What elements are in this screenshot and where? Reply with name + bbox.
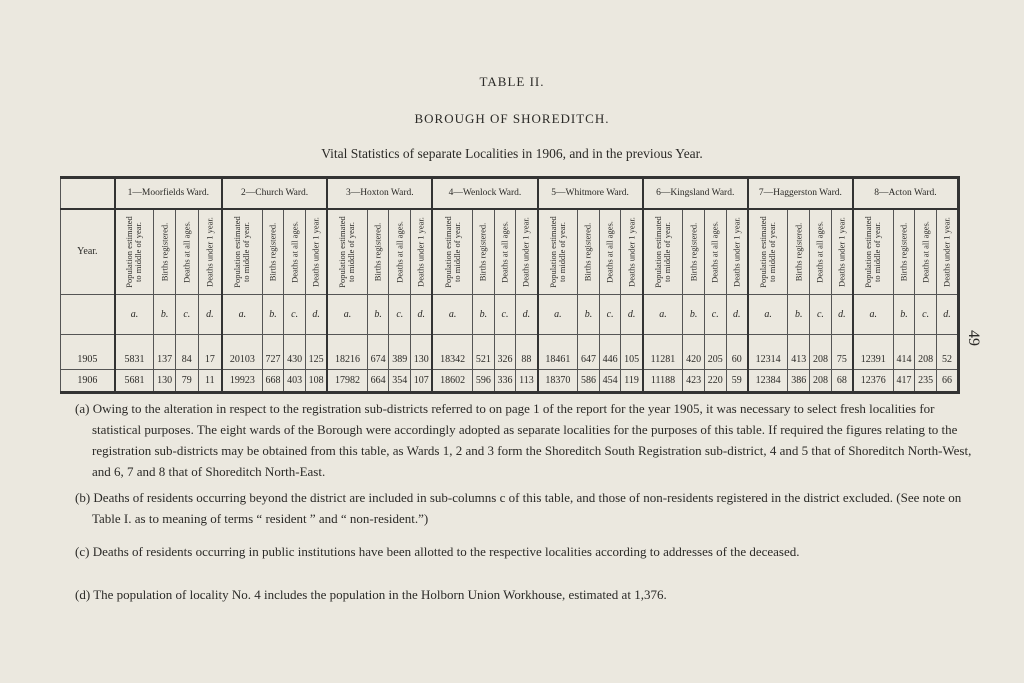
value-cell: 413 — [788, 334, 810, 370]
table-row — [61, 370, 959, 393]
column-header-text: Deaths under 1 year. — [415, 216, 426, 287]
value-cell: 18461 — [538, 334, 578, 370]
value-cell: 18602 — [432, 370, 472, 393]
corner-cell — [61, 178, 115, 209]
footnote-a-text: Owing to the alteration in respect to the registration sub-districts referred to on page 1 of the report for the year 1905, it was necessary to select fresh localities for statistical purposes. The eight wards of the Borough were accordingly adopted as separate localities for the purposes of this table. If required the figures relating to the registration sub-districts may be obtained from this table, as Wards 1, 2 and 3 form the Shoreditch South Registration sub-district, 4 and 5 that of Shoreditch North-West, and 6, 7 and 8 that of Shoreditch North-East. — [92, 401, 972, 479]
column-header-wrap — [937, 211, 957, 293]
footnote-d-text: The population of locality No. 4 includes the population in the Holborn Union Workhouse, estimated at 1,376. — [93, 587, 667, 602]
value-cell: 208 — [915, 334, 937, 370]
column-header-wrap — [539, 211, 578, 293]
column-header — [538, 209, 578, 294]
column-header-wrap — [473, 211, 494, 293]
column-header — [936, 209, 958, 294]
column-header — [643, 209, 683, 294]
column-header-wrap — [578, 211, 599, 293]
value-cell: 354 — [389, 370, 411, 393]
column-header-text: Births registered. — [793, 222, 804, 281]
value-cell: 389 — [389, 334, 411, 370]
column-header-wrap — [223, 211, 262, 293]
table-row — [61, 334, 959, 370]
column-header-wrap — [832, 211, 852, 293]
value-cell: 11281 — [643, 334, 683, 370]
column-header-wrap — [176, 211, 198, 293]
value-cell: 137 — [154, 334, 176, 370]
column-header-text: Births registered. — [477, 222, 488, 281]
blank-cell — [61, 294, 115, 334]
column-header-wrap — [810, 211, 831, 293]
column-header — [222, 209, 262, 294]
value-cell: 52 — [936, 334, 958, 370]
borough-title: BOROUGH OF SHOREDITCH. — [414, 111, 610, 126]
column-header-wrap — [516, 211, 536, 293]
column-letter: a. — [748, 294, 788, 334]
column-header — [788, 209, 810, 294]
column-letter: c. — [175, 294, 198, 334]
column-letter: a. — [643, 294, 683, 334]
value-cell: 17 — [198, 334, 222, 370]
column-header-wrap — [199, 211, 221, 293]
column-header-wrap — [854, 211, 893, 293]
column-header-wrap — [284, 211, 305, 293]
ward-header: 6—Kingsland Ward. — [643, 178, 748, 209]
footnote-a-label: (a) — [75, 401, 90, 416]
column-letter: b. — [893, 294, 915, 334]
ward-header: 2—Church Ward. — [222, 178, 327, 209]
column-header — [683, 209, 705, 294]
table-caption: Vital Statistics of separate Localities in 1906, and in the previous Year. — [321, 146, 703, 161]
column-header-text: Births registered. — [898, 222, 909, 281]
column-header-wrap — [328, 211, 367, 293]
value-cell: 66 — [936, 370, 958, 393]
ward-header: 8—Acton Ward. — [853, 178, 959, 209]
column-letter: b. — [472, 294, 494, 334]
value-cell: 326 — [494, 334, 516, 370]
footnote-d — [75, 584, 978, 605]
value-cell: 336 — [494, 370, 516, 393]
column-header — [810, 209, 832, 294]
column-header-text: Population estimated to middle of year. — [758, 215, 778, 288]
column-header-wrap — [306, 211, 326, 293]
column-header — [367, 209, 389, 294]
column-header-text: Deaths at all ages. — [920, 220, 931, 283]
column-letter: d. — [411, 294, 433, 334]
value-cell: 5831 — [115, 334, 154, 370]
column-header-wrap — [116, 211, 154, 293]
column-letter: a. — [538, 294, 578, 334]
value-cell: 18216 — [327, 334, 367, 370]
column-header — [305, 209, 327, 294]
page-number: 49 — [965, 330, 982, 346]
footnote-c-label: (c) — [75, 544, 90, 559]
column-header-text: Deaths at all ages. — [604, 220, 615, 283]
value-cell: 386 — [788, 370, 810, 393]
column-letter: a. — [432, 294, 472, 334]
value-cell: 18370 — [538, 370, 578, 393]
column-letter: c. — [810, 294, 832, 334]
column-header-text: Births registered. — [159, 222, 170, 281]
column-header-text: Population estimated to middle of year. — [547, 215, 567, 288]
column-header — [327, 209, 367, 294]
vital-statistics-table — [60, 176, 960, 394]
column-header-text: Deaths under 1 year. — [836, 216, 847, 287]
value-cell: 414 — [893, 334, 915, 370]
column-header-text: Deaths at all ages. — [394, 220, 405, 283]
value-cell: 11 — [198, 370, 222, 393]
value-cell: 59 — [726, 370, 748, 393]
column-letter: a. — [115, 294, 154, 334]
ward-header: 1—Moorfields Ward. — [115, 178, 222, 209]
column-header-wrap — [389, 211, 410, 293]
column-header-wrap — [621, 211, 641, 293]
ward-header: 5—Whitmore Ward. — [538, 178, 643, 209]
column-letter: b. — [262, 294, 284, 334]
column-header-text: Deaths at all ages. — [709, 220, 720, 283]
column-header-row — [61, 209, 959, 294]
column-letter: d. — [936, 294, 958, 334]
column-header-wrap — [411, 211, 431, 293]
column-header-text: Deaths under 1 year. — [941, 216, 952, 287]
column-header — [472, 209, 494, 294]
footnote-c-text: Deaths of residents occurring in public institutions have been allotted to the respective localities according to addresses of the deceased. — [92, 544, 800, 559]
value-cell: 446 — [599, 334, 621, 370]
footnote-d-label: (d) — [75, 587, 91, 602]
column-header-text: Population estimated to middle of year. — [863, 215, 883, 288]
year-header: Year. — [61, 209, 115, 294]
column-header-text: Deaths at all ages. — [181, 220, 192, 283]
column-header — [198, 209, 222, 294]
letters-row — [61, 294, 959, 334]
footnote-a — [75, 398, 978, 482]
year-cell: 1906 — [61, 370, 115, 393]
value-cell: 75 — [831, 334, 853, 370]
column-header-wrap — [600, 211, 621, 293]
value-cell: 84 — [175, 334, 198, 370]
value-cell: 105 — [621, 334, 643, 370]
value-cell: 19923 — [222, 370, 262, 393]
ward-header: 3—Hoxton Ward. — [327, 178, 432, 209]
column-header — [284, 209, 306, 294]
value-cell: 208 — [810, 370, 832, 393]
column-header-wrap — [644, 211, 683, 293]
value-cell: 125 — [305, 334, 327, 370]
column-header-text: Deaths at all ages. — [499, 220, 510, 283]
value-cell: 674 — [367, 334, 389, 370]
value-cell: 208 — [810, 334, 832, 370]
value-cell: 107 — [411, 370, 433, 393]
value-cell: 586 — [578, 370, 600, 393]
column-header-wrap — [495, 211, 516, 293]
value-cell: 113 — [516, 370, 538, 393]
column-header-text: Births registered. — [688, 222, 699, 281]
value-cell: 68 — [831, 370, 853, 393]
value-cell: 88 — [516, 334, 538, 370]
column-header-text: Deaths under 1 year. — [626, 216, 637, 287]
column-header — [494, 209, 516, 294]
ward-header: 7—Haggerston Ward. — [748, 178, 853, 209]
column-header — [432, 209, 472, 294]
column-letter: a. — [853, 294, 893, 334]
column-header-wrap — [749, 211, 788, 293]
column-header — [893, 209, 915, 294]
column-header — [704, 209, 726, 294]
value-cell: 12314 — [748, 334, 788, 370]
value-cell: 60 — [726, 334, 748, 370]
value-cell: 454 — [599, 370, 621, 393]
column-letter: c. — [284, 294, 306, 334]
value-cell: 12376 — [853, 370, 893, 393]
value-cell: 403 — [284, 370, 306, 393]
value-cell: 423 — [683, 370, 705, 393]
column-letter: b. — [367, 294, 389, 334]
column-header-text: Births registered. — [267, 222, 278, 281]
value-cell: 596 — [472, 370, 494, 393]
value-cell: 108 — [305, 370, 327, 393]
ward-header-row — [61, 178, 959, 209]
value-cell: 521 — [472, 334, 494, 370]
footnote-b-text: Deaths of residents occurring beyond the district are included in sub-columns c of this table, and those of non-residents registered in the district excluded. (See note on Table I. as to meaning of terms “ resident ” and “ non-resident.”) — [92, 490, 962, 526]
column-header-wrap — [683, 211, 704, 293]
column-header-wrap — [894, 211, 915, 293]
column-letter: c. — [494, 294, 516, 334]
value-cell: 12384 — [748, 370, 788, 393]
value-cell: 205 — [704, 334, 726, 370]
value-cell: 130 — [411, 334, 433, 370]
column-letter: d. — [305, 294, 327, 334]
column-letter: c. — [389, 294, 411, 334]
column-letter: d. — [831, 294, 853, 334]
value-cell: 20103 — [222, 334, 262, 370]
value-cell: 130 — [154, 370, 176, 393]
table-label: TABLE II. — [479, 74, 545, 89]
value-cell: 220 — [704, 370, 726, 393]
column-letter: d. — [621, 294, 643, 334]
column-letter: d. — [516, 294, 538, 334]
ward-header: 4—Wenlock Ward. — [432, 178, 537, 209]
value-cell: 79 — [175, 370, 198, 393]
column-letter: b. — [683, 294, 705, 334]
column-header — [262, 209, 284, 294]
column-letter: c. — [704, 294, 726, 334]
value-cell: 5681 — [115, 370, 154, 393]
value-cell: 11188 — [643, 370, 683, 393]
year-cell: 1905 — [61, 334, 115, 370]
column-letter: b. — [578, 294, 600, 334]
column-letter: d. — [198, 294, 222, 334]
column-header-text: Population estimated to middle of year. — [232, 215, 252, 288]
value-cell: 647 — [578, 334, 600, 370]
column-header-wrap — [915, 211, 936, 293]
column-header-text: Deaths under 1 year. — [310, 216, 321, 287]
column-header — [831, 209, 853, 294]
value-cell: 417 — [893, 370, 915, 393]
column-header-wrap — [727, 211, 747, 293]
column-header — [411, 209, 433, 294]
column-letter: a. — [327, 294, 367, 334]
column-header — [154, 209, 176, 294]
column-header — [578, 209, 600, 294]
column-header-text: Population estimated to middle of year. — [442, 215, 462, 288]
value-cell: 18342 — [432, 334, 472, 370]
column-letter: a. — [222, 294, 262, 334]
value-cell: 17982 — [327, 370, 367, 393]
footnote-b-label: (b) — [75, 490, 91, 505]
footnote-c — [75, 541, 978, 562]
column-letter: c. — [599, 294, 621, 334]
column-letter: b. — [154, 294, 176, 334]
column-header-wrap — [368, 211, 389, 293]
column-header — [853, 209, 893, 294]
value-cell: 119 — [621, 370, 643, 393]
column-header-text: Deaths under 1 year. — [204, 216, 215, 287]
column-header-text: Deaths under 1 year. — [731, 216, 742, 287]
column-letter: b. — [788, 294, 810, 334]
value-cell: 430 — [284, 334, 306, 370]
column-letter: d. — [726, 294, 748, 334]
value-cell: 420 — [683, 334, 705, 370]
column-header-text: Deaths under 1 year. — [520, 216, 531, 287]
column-header — [115, 209, 154, 294]
column-header-text: Births registered. — [372, 222, 383, 281]
column-header-text: Deaths at all ages. — [814, 220, 825, 283]
value-cell: 727 — [262, 334, 284, 370]
value-cell: 235 — [915, 370, 937, 393]
value-cell: 668 — [262, 370, 284, 393]
column-header-wrap — [788, 211, 809, 293]
column-header-text: Population estimated to middle of year. — [337, 215, 357, 288]
column-header-text: Deaths at all ages. — [289, 220, 300, 283]
column-header — [748, 209, 788, 294]
value-cell: 12391 — [853, 334, 893, 370]
column-header — [389, 209, 411, 294]
column-header — [915, 209, 937, 294]
column-header — [599, 209, 621, 294]
column-header-wrap — [433, 211, 472, 293]
column-header-wrap — [263, 211, 284, 293]
column-header-wrap — [705, 211, 726, 293]
column-header — [516, 209, 538, 294]
column-header — [621, 209, 643, 294]
column-header — [726, 209, 748, 294]
footnote-b — [75, 487, 978, 529]
column-letter: c. — [915, 294, 937, 334]
column-header-text: Births registered. — [582, 222, 593, 281]
column-header-text: Population estimated to middle of year. — [124, 215, 144, 288]
column-header — [175, 209, 198, 294]
column-header-wrap — [154, 211, 175, 293]
column-header-text: Population estimated to middle of year. — [652, 215, 672, 288]
value-cell: 664 — [367, 370, 389, 393]
